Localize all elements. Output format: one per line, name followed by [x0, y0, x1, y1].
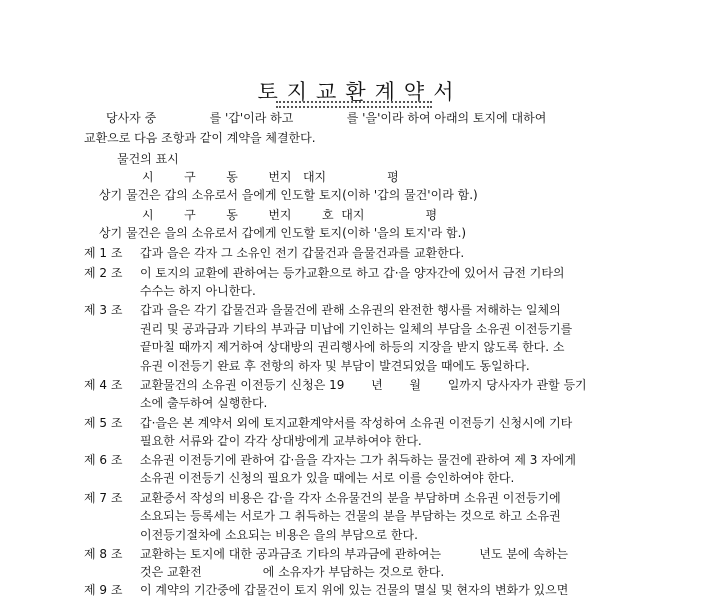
intro-line-1: 당사자 중 를 '갑'이라 하고 를 '을'이라 하여 아래의 토지에 대하여 [106, 111, 547, 125]
article-label: 제 6 조 [84, 453, 123, 467]
article-text-line: 교환증서 작성의 비용은 갑·을 각자 소유물건의 분을 부담하며 소유권 이전등기에 [140, 491, 561, 505]
article-text-line: 갑·을은 본 계약서 외에 토지교환계약서를 작성하여 소유권 이전등기 신청시에 기타 [140, 416, 573, 430]
property-heading: 물건의 표시 [117, 152, 179, 166]
property-a-address: 시 구 동 번지 대지 평 [142, 170, 399, 184]
article-label: 제 8 조 [84, 547, 123, 561]
article-text-line: 유권 이전등기 완료 후 전항의 하자 및 부담이 발견되었을 때에도 동일하다. [140, 359, 530, 373]
article-text-line: 수수는 하지 아니한다. [140, 284, 256, 298]
article-text-line: 소요되는 등록세는 서로가 그 취득하는 건물의 분을 부담하는 것으로 하고 소유권 [140, 509, 561, 523]
article-text-line: 교환물건의 소유권 이전등기 신청은 19 년 월 일까지 당사자가 관할 등기 [140, 378, 587, 392]
article-text-line: 교환하는 토지에 대한 공과금조 기타의 부과금에 관하여는 년도 분에 속하는 [140, 547, 569, 561]
article-text-line: 이전등기절차에 소요되는 비용은 을의 부담으로 한다. [140, 528, 418, 542]
article-text-line: 소에 출두하여 실행한다. [140, 396, 268, 410]
article-label: 제 4 조 [84, 378, 123, 392]
article-text-line: 갑과 을은 각기 갑물건과 을물건에 관해 소유권의 완전한 행사를 저해하는 일체의 [140, 303, 561, 317]
article-label: 제 7 조 [84, 491, 123, 505]
article-label: 제 5 조 [84, 416, 123, 430]
article-text-line: 이 토지의 교환에 관하여는 등가교환으로 하고 갑·을 양자간에 있어서 금전 기타의 [140, 266, 565, 280]
article-label: 제 2 조 [84, 266, 123, 280]
article-label: 제 1 조 [84, 246, 123, 260]
article-text-line: 이 계약의 기간중에 갑물건이 토지 위에 있는 건물의 멸실 및 현자의 변화가 있으면 [140, 583, 569, 597]
article-text-line: 권리 및 공과금과 기타의 부과금 미납에 기인하는 일체의 부담을 소유권 이전등기를 [140, 322, 573, 336]
article-text-line: 갑과 을은 각자 그 소유인 전기 갑물건과 을물건과를 교환한다. [140, 246, 465, 260]
article-text-line: 것은 교환전 에 소유자가 부담하는 것으로 한다. [140, 565, 445, 579]
article-text-line: 끝마칠 때까지 제거하여 상대방의 권리행사에 하등의 지장을 받지 않도록 한다. 소 [140, 340, 565, 354]
property-a-description: 상기 물건은 갑의 소유로서 을에게 인도할 토지(이하 '갑의 물건'이라 함.) [99, 188, 478, 202]
document-title: 토지교환계약서 [257, 80, 463, 104]
article-label: 제 3 조 [84, 303, 123, 317]
article-text-line: 소유권 이전등기에 관하여 갑·을을 각자는 그가 취득하는 물건에 관하여 제 3 자에게 [140, 453, 576, 467]
intro-line-2: 교환으로 다음 조항과 같이 계약을 체결한다. [84, 131, 316, 145]
title-underline-decoration [276, 101, 432, 108]
article-text-line: 소유권 이전등기 신청의 필요가 있을 때에는 서로 이를 승인하여야 한다. [140, 471, 515, 485]
property-b-address: 시 구 동 번지 호 대지 평 [142, 208, 438, 222]
article-label: 제 9 조 [84, 583, 123, 597]
property-b-description: 상기 물건은 을의 소유로서 갑에게 인도할 토지(이하 '을의 토지'라 함.) [99, 226, 467, 240]
article-text-line: 필요한 서류와 같이 각각 상대방에게 교부하여야 한다. [140, 434, 422, 448]
